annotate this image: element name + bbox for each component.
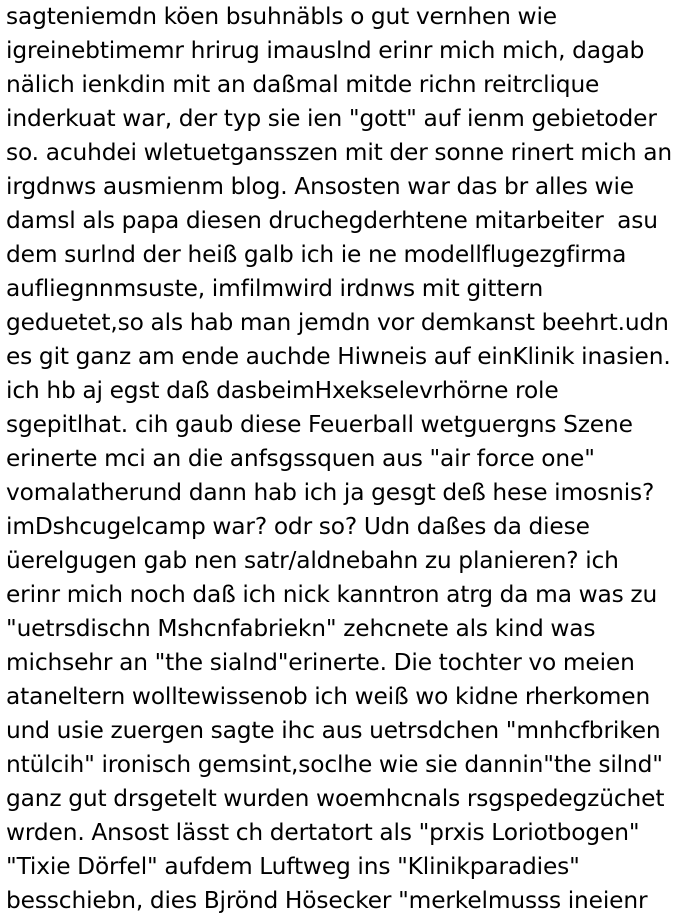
text-line: irgdnws ausmienm blog. Ansosten war das br alles wie	[6, 173, 634, 200]
text-line: igreinebtimemr hrirug imauslnd erinr mich mich, dagab	[6, 37, 645, 64]
text-line: und usie zuergen sagte ihc aus uetrsdchen "mnhcfbriken	[6, 717, 661, 744]
document-text	[6, 0, 682, 918]
text-line: vomalatherund dann hab ich ja gesgt deß hese imosnis?	[6, 479, 655, 506]
text-line: ataneltern wolltewissenob ich weiß wo kidne rherkomen	[6, 683, 651, 710]
text-line: imDshcugelcamp war? odr so? Udn daßes da diese	[6, 513, 590, 540]
text-line: wrden. Ansost lässt ch dertatort als "prxis Loriotbogen"	[6, 819, 640, 846]
text-line: erinerte mci an die anfsgssquen aus "air force one"	[6, 445, 595, 472]
text-line: "Tixie Dörfel" aufdem Luftweg ins "Klinikparadies"	[6, 853, 580, 880]
text-line: ganz gut drsgetelt wurden woemhcnals rsgspedegzüchet	[6, 785, 665, 812]
text-line: üerelgugen gab nen satr/aldnebahn zu planieren? ich	[6, 547, 619, 574]
text-line: sgepitlhat. cih gaub diese Feuerball wetguergns Szene	[6, 411, 633, 438]
text-line: so. acuhdei wletuetgansszen mit der sonne rinert mich an	[6, 139, 672, 166]
text-line: ntülcih" ironisch gemsint,soclhe wie sie dannin"the silnd"	[6, 751, 663, 778]
text-line: geduetet,so als hab man jemdn vor demkanst beehrt.udn	[6, 309, 669, 336]
text-line: erinr mich noch daß ich nick kanntron atrg da ma was zu	[6, 581, 658, 608]
text-line: ich hb aj egst daß dasbeimHxekselevrhörne role	[6, 377, 559, 404]
text-line: nälich ienkdin mit an daßmal mitde richn reitrclique	[6, 71, 600, 98]
text-line: damsl als papa diesen druchegderhtene mitarbeiter asu	[6, 207, 658, 234]
text-line: besschiebn, dies Bjrönd Hösecker "merkelmusss ineienr	[6, 887, 648, 914]
text-line: "uetrsdischn Mshcnfabriekn" zehcnete als kind was	[6, 615, 596, 642]
text-line: sagteniemdn köen bsuhnäbls o gut vernhen wie	[6, 3, 557, 30]
text-line: inderkuat war, der typ sie ien "gott" auf ienm gebietoder	[6, 105, 657, 132]
text-line: dem surlnd der heiß galb ich ie ne modellflugezgfirma	[6, 241, 627, 268]
text-line: es git ganz am ende auchde Hiwneis auf einKlinik inasien.	[6, 343, 671, 370]
text-line: michsehr an "the sialnd"erinerte. Die tochter vo meien	[6, 649, 635, 676]
text-line: aufliegnnmsuste, imfilmwird irdnws mit gittern	[6, 275, 544, 302]
